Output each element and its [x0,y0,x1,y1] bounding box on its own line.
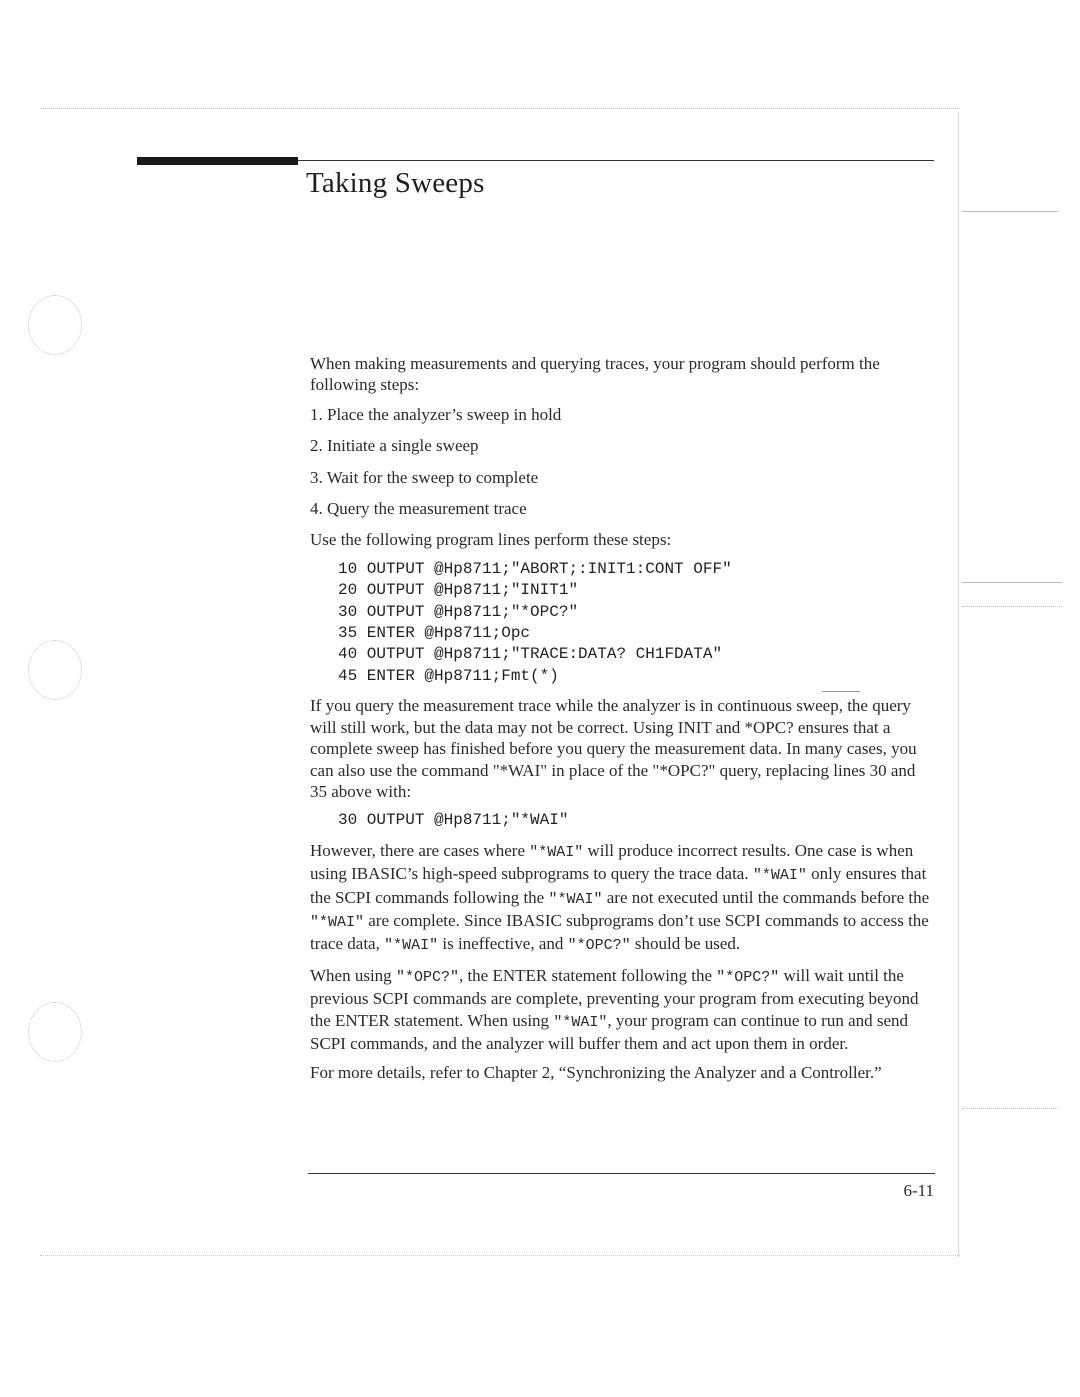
code-line: 10 OUTPUT @Hp8711;"ABORT;:INIT1:CONT OFF" [338,559,732,578]
code-inline: "*OPC?" [567,937,631,955]
code-line: 35 ENTER @Hp8711;Opc [338,624,531,643]
scan-edge-top [40,108,960,109]
use-lines-paragraph: Use the following program lines perform these steps: [310,530,672,550]
text-run: should be used. [630,934,741,954]
edge-tick [962,582,1062,583]
intro-paragraph: When making measurements and querying traces, your program should perform the following steps: [310,354,880,395]
code-inline: "*WAI" [529,843,584,861]
code-line: 20 OUTPUT @Hp8711;"INIT1" [338,581,579,600]
code-line: 40 OUTPUT @Hp8711;"TRACE:DATA? CH1FDATA" [338,645,723,664]
footer-rule [308,1173,935,1174]
however-paragraph [310,840,935,957]
text-run: will produce incorrect results. One case is when using IBASIC’s high-speed subprograms to query the trace data. [310,840,914,884]
text-run: is ineffective, and [438,934,568,954]
list-item: 4. Query the measurement trace [310,499,527,519]
code-inline: "*WAI" [384,937,439,955]
page-right-edge [958,112,959,1257]
wai-code-block [310,810,935,831]
code-line: 30 OUTPUT @Hp8711;"*WAI" [338,811,569,830]
edge-tick [962,606,1062,607]
text-run: However, there are cases where [310,840,530,860]
code-inline: "*WAI" [553,1013,608,1031]
code-line: 45 ENTER @Hp8711;Fmt(*) [338,666,559,685]
heading-bar [137,157,298,165]
code-inline: "*OPC?" [716,968,780,986]
punch-hole [28,295,82,355]
code-line: 30 OUTPUT @Hp8711;"*OPC?" [338,602,579,621]
text-run: will wait until the previous SCPI commands are complete, preventing your program from executing beyond the ENTER statement. When using [310,965,919,1030]
code-block [310,559,935,687]
code-inline: "*WAI" [548,890,603,908]
punch-hole [28,640,82,700]
edge-tick [962,211,1058,212]
punch-hole [28,1002,82,1062]
text-run: only ensures that the SCPI commands following the [310,864,927,907]
list-item: 3. Wait for the sweep to complete [310,467,539,487]
text-run: are complete. Since IBASIC subprograms don’t use SCPI commands to access the trace data, [310,910,929,954]
list-item: 2. Initiate a single sweep [310,436,479,456]
page-number: 6-11 [903,1181,934,1200]
continuous-paragraph: If you query the measurement trace while the analyzer is in continuous sweep, the query will still work, but the data may not be correct. Using INIT and *OPC? ensures that a complete sweep has finished before you query the measurement data. In many cases, you can also use the command "*WAI" in place of the "*OPC?" query, replacing lines 30 and 35 above with: [310,696,917,801]
code-inline: "*WAI" [310,913,365,931]
text-run: , your program can continue to run and send SCPI commands, and the analyzer will buffer them and act upon them in order. [310,1010,909,1053]
scan-edge-bottom [40,1255,960,1256]
heading-rule [298,160,934,161]
code-inline: "*WAI" [752,867,807,885]
steps-list [310,404,935,520]
edge-tick [962,1108,1058,1109]
when-using-paragraph [310,965,935,1055]
body-text [310,353,935,1092]
more-details-paragraph: For more details, refer to Chapter 2, “Synchronizing the Analyzer and a Controller.” [310,1063,882,1083]
text-run: When using [310,965,396,985]
code-inline: "*OPC?" [395,968,459,986]
page-title: Taking Sweeps [306,167,485,199]
text-run: are not executed until the commands before the [602,887,930,907]
list-item: 1. Place the analyzer’s sweep in hold [310,404,562,424]
text-run: , the ENTER statement following the [458,965,717,985]
